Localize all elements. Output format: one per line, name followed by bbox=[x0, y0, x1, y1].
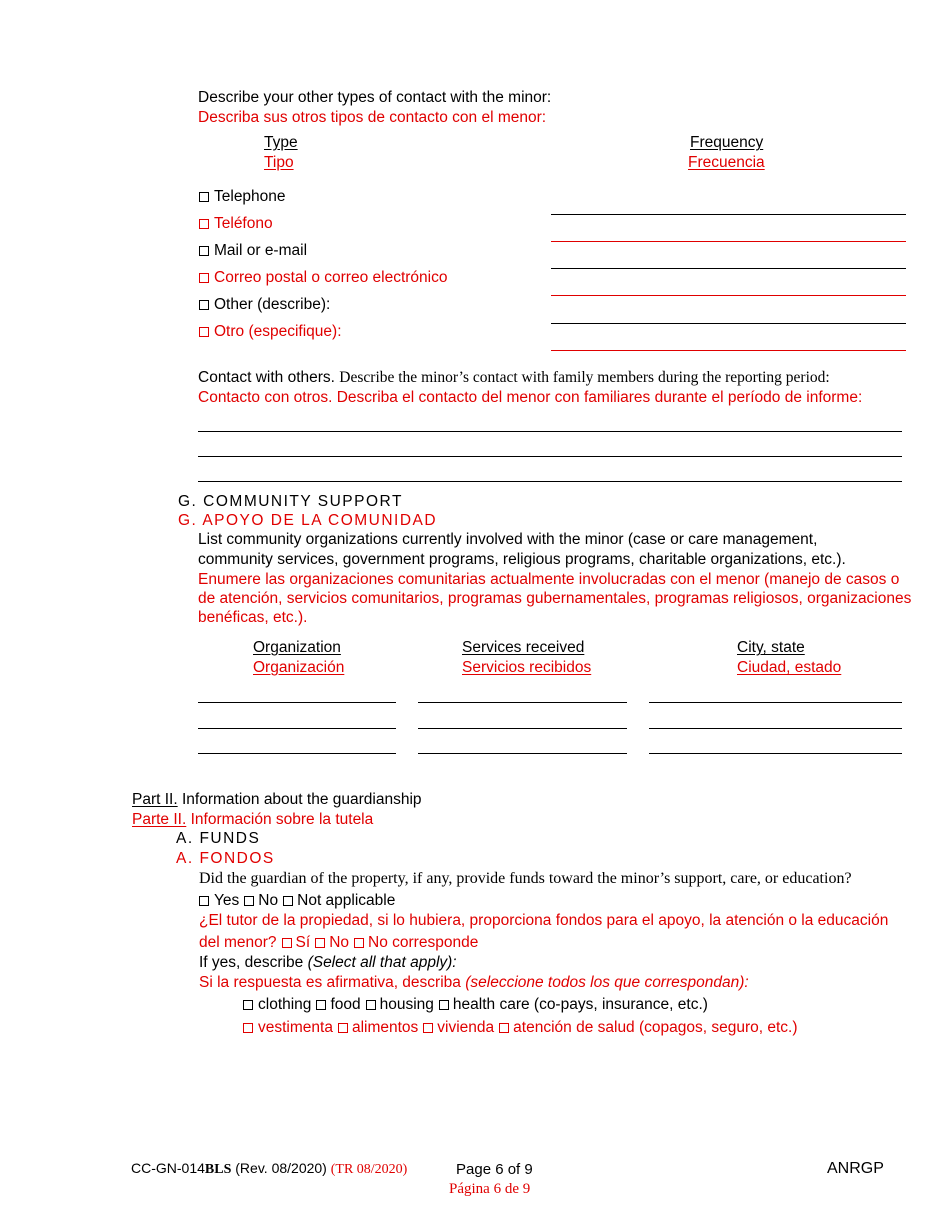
food-checkbox-es[interactable] bbox=[338, 1023, 348, 1033]
organization-line-1[interactable] bbox=[198, 702, 396, 703]
services-line-2[interactable] bbox=[418, 728, 627, 729]
section-g-text-es-3: benéficas, etc.). bbox=[198, 609, 308, 626]
food-checkbox[interactable] bbox=[316, 1000, 326, 1010]
others-answer-line-3[interactable] bbox=[198, 481, 902, 482]
telephone-checkbox[interactable] bbox=[199, 192, 209, 202]
contact-prompt-es: Describa sus otros tipos de contacto con el menor: bbox=[198, 109, 547, 126]
telephone-option-en[interactable]: Telephone bbox=[199, 188, 286, 207]
footer-page-es: Página 6 de 9 bbox=[449, 1181, 531, 1197]
other-checkbox-es[interactable] bbox=[199, 327, 209, 337]
not-applicable-checkbox-es[interactable] bbox=[354, 938, 364, 948]
telephone-checkbox-es[interactable] bbox=[199, 219, 209, 229]
other-option-es[interactable]: Otro (especifique): bbox=[199, 323, 342, 342]
funds-answer-options-en: Yes No Not applicable bbox=[199, 892, 395, 911]
not-applicable-checkbox[interactable] bbox=[283, 896, 293, 906]
housing-checkbox[interactable] bbox=[366, 1000, 376, 1010]
mail-checkbox[interactable] bbox=[199, 246, 209, 256]
funds-question-es-2: del menor? Sí No No corresponde bbox=[199, 934, 479, 951]
other-frequency-line-es[interactable] bbox=[551, 350, 906, 351]
section-g-text-en-2: community services, government programs, religious programs, charitable organizations, etc.). bbox=[198, 551, 846, 568]
health-care-checkbox[interactable] bbox=[439, 1000, 449, 1010]
footer-page-en: Page 6 of 9 bbox=[456, 1161, 533, 1178]
telephone-frequency-line[interactable] bbox=[551, 214, 906, 215]
mail-checkbox-es[interactable] bbox=[199, 273, 209, 283]
health-care-checkbox-es[interactable] bbox=[499, 1023, 509, 1033]
no-checkbox[interactable] bbox=[244, 896, 254, 906]
footer-form-id: CC-GN-014BLS (Rev. 08/2020) (TR 08/2020) bbox=[131, 1160, 408, 1177]
city-line-3[interactable] bbox=[649, 753, 902, 754]
col-city-en: City, state bbox=[737, 639, 805, 656]
contact-prompt-en: Describe your other types of contact with the minor: bbox=[198, 89, 552, 106]
city-line-1[interactable] bbox=[649, 702, 902, 703]
frequency-header-en: Frequency bbox=[690, 134, 764, 151]
section-g-heading-en: G. COMMUNITY SUPPORT bbox=[178, 493, 403, 510]
mail-frequency-line-es[interactable] bbox=[551, 295, 906, 296]
mail-option-es[interactable]: Correo postal o correo electrónico bbox=[199, 269, 447, 288]
funds-heading-es: A. FONDOS bbox=[176, 850, 275, 867]
city-line-2[interactable] bbox=[649, 728, 902, 729]
yes-checkbox[interactable] bbox=[199, 896, 209, 906]
funds-question-en: Did the guardian of the property, if any, provide funds toward the minor’s support, care, or education? bbox=[199, 870, 852, 887]
frequency-header-es: Frecuencia bbox=[688, 154, 765, 171]
other-checkbox[interactable] bbox=[199, 300, 209, 310]
funds-question-es-1: ¿El tutor de la propiedad, si lo hubiera, proporciona fondos para el apoyo, la atención o la educación bbox=[199, 912, 889, 929]
col-services-en: Services received bbox=[462, 639, 585, 656]
telephone-option-es[interactable]: Teléfono bbox=[199, 215, 273, 234]
telephone-frequency-line-es[interactable] bbox=[551, 241, 906, 242]
funds-uses-es: vestimenta alimentos vivienda atención de salud (copagos, seguro, etc.) bbox=[243, 1019, 798, 1038]
services-line-1[interactable] bbox=[418, 702, 627, 703]
other-option-en[interactable]: Other (describe): bbox=[199, 296, 330, 315]
funds-uses-en: clothing food housing health care (co-pays, insurance, etc.) bbox=[243, 996, 708, 1015]
part2-heading-es: Parte II. Información sobre la tutela bbox=[132, 811, 374, 828]
type-header-es: Tipo bbox=[264, 154, 294, 171]
footer-code: ANRGP bbox=[827, 1160, 884, 1177]
col-services-es: Servicios recibidos bbox=[462, 659, 592, 676]
others-answer-line-2[interactable] bbox=[198, 456, 902, 457]
part2-heading-en: Part II. Information about the guardianship bbox=[132, 791, 422, 808]
no-checkbox-es[interactable] bbox=[315, 938, 325, 948]
col-city-es: Ciudad, estado bbox=[737, 659, 842, 676]
yes-checkbox-es[interactable] bbox=[282, 938, 292, 948]
type-header-en: Type bbox=[264, 134, 298, 151]
if-yes-es: Si la respuesta es afirmativa, describa (seleccione todos los que correspondan): bbox=[199, 974, 749, 991]
col-organization-es: Organización bbox=[253, 659, 345, 676]
others-prompt-en: Contact with others. Describe the minor’s contact with family members during the reporting period: bbox=[198, 369, 830, 386]
if-yes-en: If yes, describe (Select all that apply): bbox=[199, 954, 457, 971]
mail-option-en[interactable]: Mail or e-mail bbox=[199, 242, 307, 261]
other-frequency-line[interactable] bbox=[551, 323, 906, 324]
clothing-checkbox[interactable] bbox=[243, 1000, 253, 1010]
others-prompt-es: Contacto con otros. Describa el contacto del menor con familiares durante el período de informe: bbox=[198, 389, 863, 406]
funds-heading-en: A. FUNDS bbox=[176, 830, 261, 847]
others-answer-line-1[interactable] bbox=[198, 431, 902, 432]
section-g-text-en-1: List community organizations currently involved with the minor (case or care management, bbox=[198, 531, 818, 548]
housing-checkbox-es[interactable] bbox=[423, 1023, 433, 1033]
services-line-3[interactable] bbox=[418, 753, 627, 754]
organization-line-3[interactable] bbox=[198, 753, 396, 754]
clothing-checkbox-es[interactable] bbox=[243, 1023, 253, 1033]
col-organization-en: Organization bbox=[253, 639, 341, 656]
mail-frequency-line[interactable] bbox=[551, 268, 906, 269]
section-g-heading-es: G. APOYO DE LA COMUNIDAD bbox=[178, 512, 438, 529]
organization-line-2[interactable] bbox=[198, 728, 396, 729]
section-g-text-es-1: Enumere las organizaciones comunitarias actualmente involucradas con el menor (manejo de casos o bbox=[198, 571, 900, 588]
section-g-text-es-2: de atención, servicios comunitarios, programas gubernamentales, programas religiosos, organizaciones bbox=[198, 590, 912, 607]
